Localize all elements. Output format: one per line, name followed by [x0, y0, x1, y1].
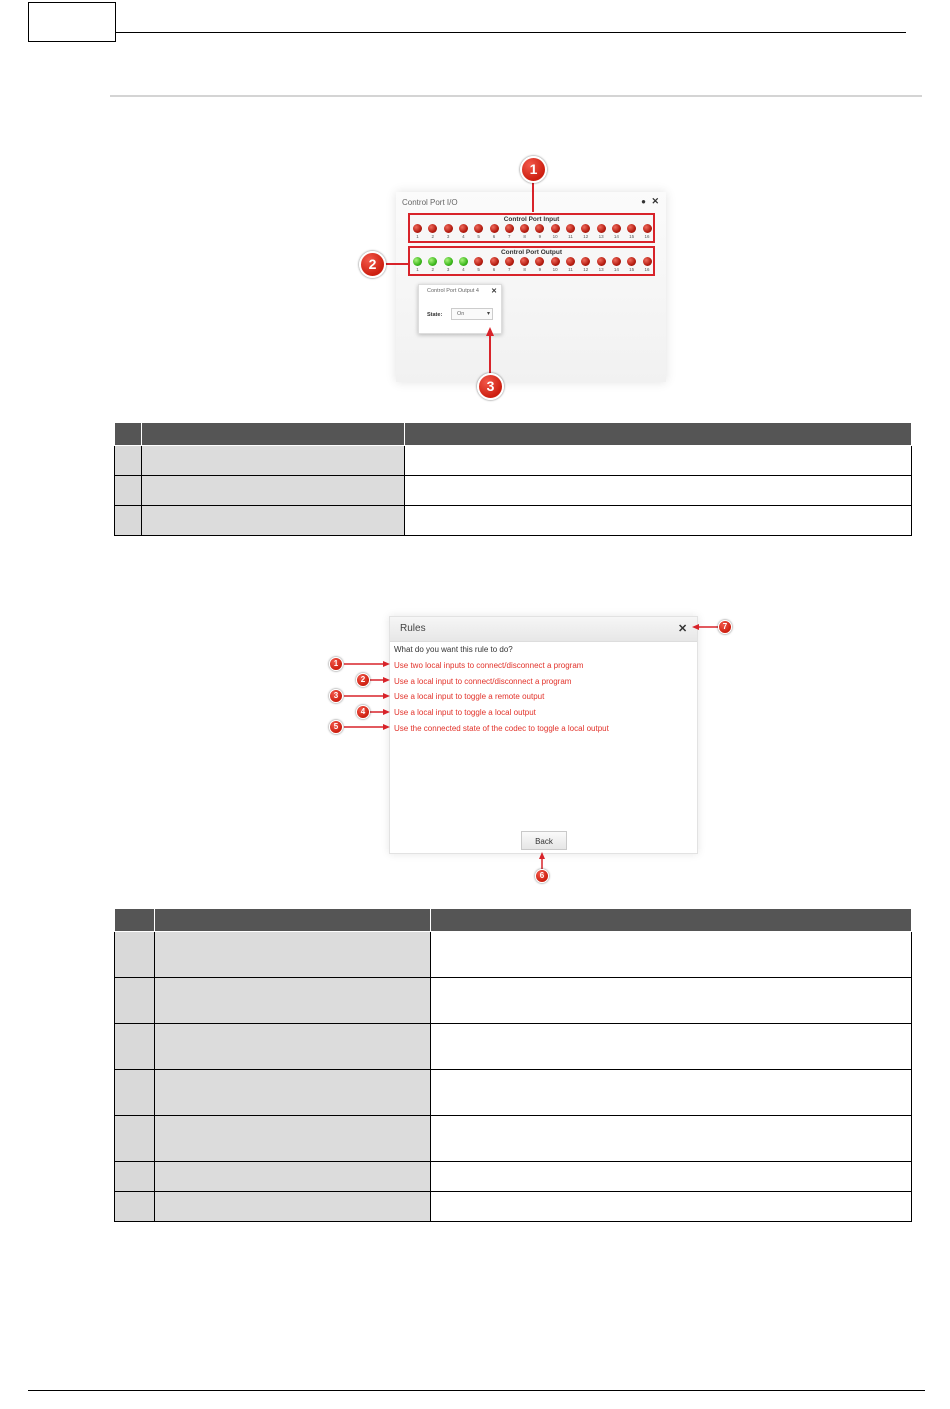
input-led-label: 8 [523, 234, 526, 239]
row-name-cell [155, 1192, 431, 1222]
row-description-cell [431, 1070, 912, 1116]
footer-rule [28, 1390, 925, 1391]
rule-callout-1: 1 [329, 657, 343, 671]
input-led-label: 16 [644, 234, 650, 239]
output-led-label: 4 [462, 267, 465, 272]
input-led-label: 12 [583, 234, 589, 239]
row-name-cell [155, 932, 431, 978]
output-caption: Control Port Output [500, 249, 562, 256]
rule-option-5[interactable]: Use the connected state of the codec to toggle a local output [394, 724, 609, 733]
output-led-label: 15 [629, 267, 635, 272]
output-led-label: 6 [492, 267, 496, 272]
popup-title: Control Port Output 4 [427, 288, 479, 294]
input-led-label: 14 [613, 234, 619, 239]
callout-3: 3 [477, 373, 504, 400]
row-description-cell [431, 978, 912, 1024]
output-led-label: 7 [508, 267, 511, 272]
input-led-label: 13 [598, 234, 604, 239]
rule-callout-2: 2 [356, 673, 370, 687]
input-led-label: 10 [552, 234, 558, 239]
back-button[interactable]: Back [521, 831, 567, 850]
window-title: Control Port I/O [402, 198, 458, 207]
row-number-cell [115, 978, 155, 1024]
back-arrow-head [539, 852, 545, 859]
output-led-label: 1 [416, 267, 419, 272]
output-led-label: 3 [446, 267, 450, 272]
info-icon[interactable]: ● [641, 197, 646, 206]
dialog-title: Rules [400, 623, 426, 634]
row-number-cell [115, 1116, 155, 1162]
row-number-cell [115, 932, 155, 978]
header-cell-description [431, 909, 912, 932]
rule-option-4[interactable]: Use a local input to toggle a local output [394, 708, 536, 717]
rule-arrow-2-head [383, 677, 390, 683]
callout-1: 1 [520, 156, 547, 183]
table-row [115, 932, 912, 978]
row-name-cell [155, 1162, 431, 1192]
callout-2: 2 [359, 251, 386, 278]
rule-arrow-1-head [383, 661, 390, 667]
rule-arrow-4-head [383, 709, 390, 715]
state-label: State: [427, 312, 443, 318]
row-name-cell [155, 1024, 431, 1070]
chevron-down-icon: ▾ [486, 311, 490, 317]
output-led-label: 11 [568, 267, 573, 272]
row-description-cell [431, 932, 912, 978]
output-led-label: 8 [523, 267, 526, 272]
close-icon[interactable]: ✕ [678, 623, 688, 635]
row-number-cell [115, 1162, 155, 1192]
rule-callout-3: 3 [329, 689, 343, 703]
output-led-label: 2 [431, 267, 435, 272]
input-led-label: 3 [446, 234, 450, 239]
table-header-row [115, 909, 912, 932]
close-icon[interactable]: ✕ [651, 196, 659, 206]
output-led-label: 14 [613, 267, 619, 272]
row-description-cell [431, 1116, 912, 1162]
table-row [115, 1162, 912, 1192]
row-name-cell [155, 1116, 431, 1162]
rule-option-2[interactable]: Use a local input to connect/disconnect a program [394, 677, 572, 686]
rule-option-3[interactable]: Use a local input to toggle a remote output [394, 692, 545, 701]
table-row [115, 1192, 912, 1222]
rule-callout-6: 6 [535, 869, 549, 883]
close-arrow-head [692, 624, 699, 630]
input-led-label: 15 [629, 234, 635, 239]
close-icon[interactable]: ✕ [491, 288, 497, 295]
input-led-label: 4 [462, 234, 465, 239]
rule-callout-5: 5 [329, 720, 343, 734]
row-number-cell [115, 1024, 155, 1070]
state-select-value: On [457, 311, 465, 317]
output-led-label: 10 [552, 267, 558, 272]
output-led-label: 5 [477, 267, 480, 272]
header-cell-name [155, 909, 431, 932]
rule-callout-4: 4 [356, 705, 370, 719]
row-number-cell [115, 1192, 155, 1222]
input-led-label: 7 [508, 234, 511, 239]
row-description-cell [431, 1024, 912, 1070]
output-led-label: 12 [583, 267, 589, 272]
input-led-label: 11 [568, 234, 573, 239]
rule-option-1[interactable]: Use two local inputs to connect/disconnect a program [394, 661, 584, 670]
row-name-cell [155, 1070, 431, 1116]
row-description-cell [431, 1192, 912, 1222]
output-led-label: 16 [644, 267, 650, 272]
rule-arrow-5-head [383, 724, 390, 730]
table-row [115, 1070, 912, 1116]
rule-callout-7: 7 [718, 620, 732, 634]
input-caption: Control Port Input [503, 216, 560, 223]
table-2 [114, 908, 912, 1222]
input-led-label: 9 [538, 234, 542, 239]
table-row [115, 1024, 912, 1070]
row-description-cell [431, 1162, 912, 1192]
row-number-cell [115, 1070, 155, 1116]
input-led-label: 5 [477, 234, 480, 239]
input-led-label: 2 [431, 234, 435, 239]
rule-arrow-3-head [383, 693, 390, 699]
output-led-label: 9 [538, 267, 542, 272]
table-row [115, 978, 912, 1024]
rules-question: What do you want this rule to do? [394, 645, 513, 654]
output-led-label: 13 [598, 267, 604, 272]
table-row [115, 1116, 912, 1162]
header-cell-number [115, 909, 155, 932]
input-led-label: 1 [416, 234, 419, 239]
row-name-cell [155, 978, 431, 1024]
input-led-label: 6 [492, 234, 496, 239]
